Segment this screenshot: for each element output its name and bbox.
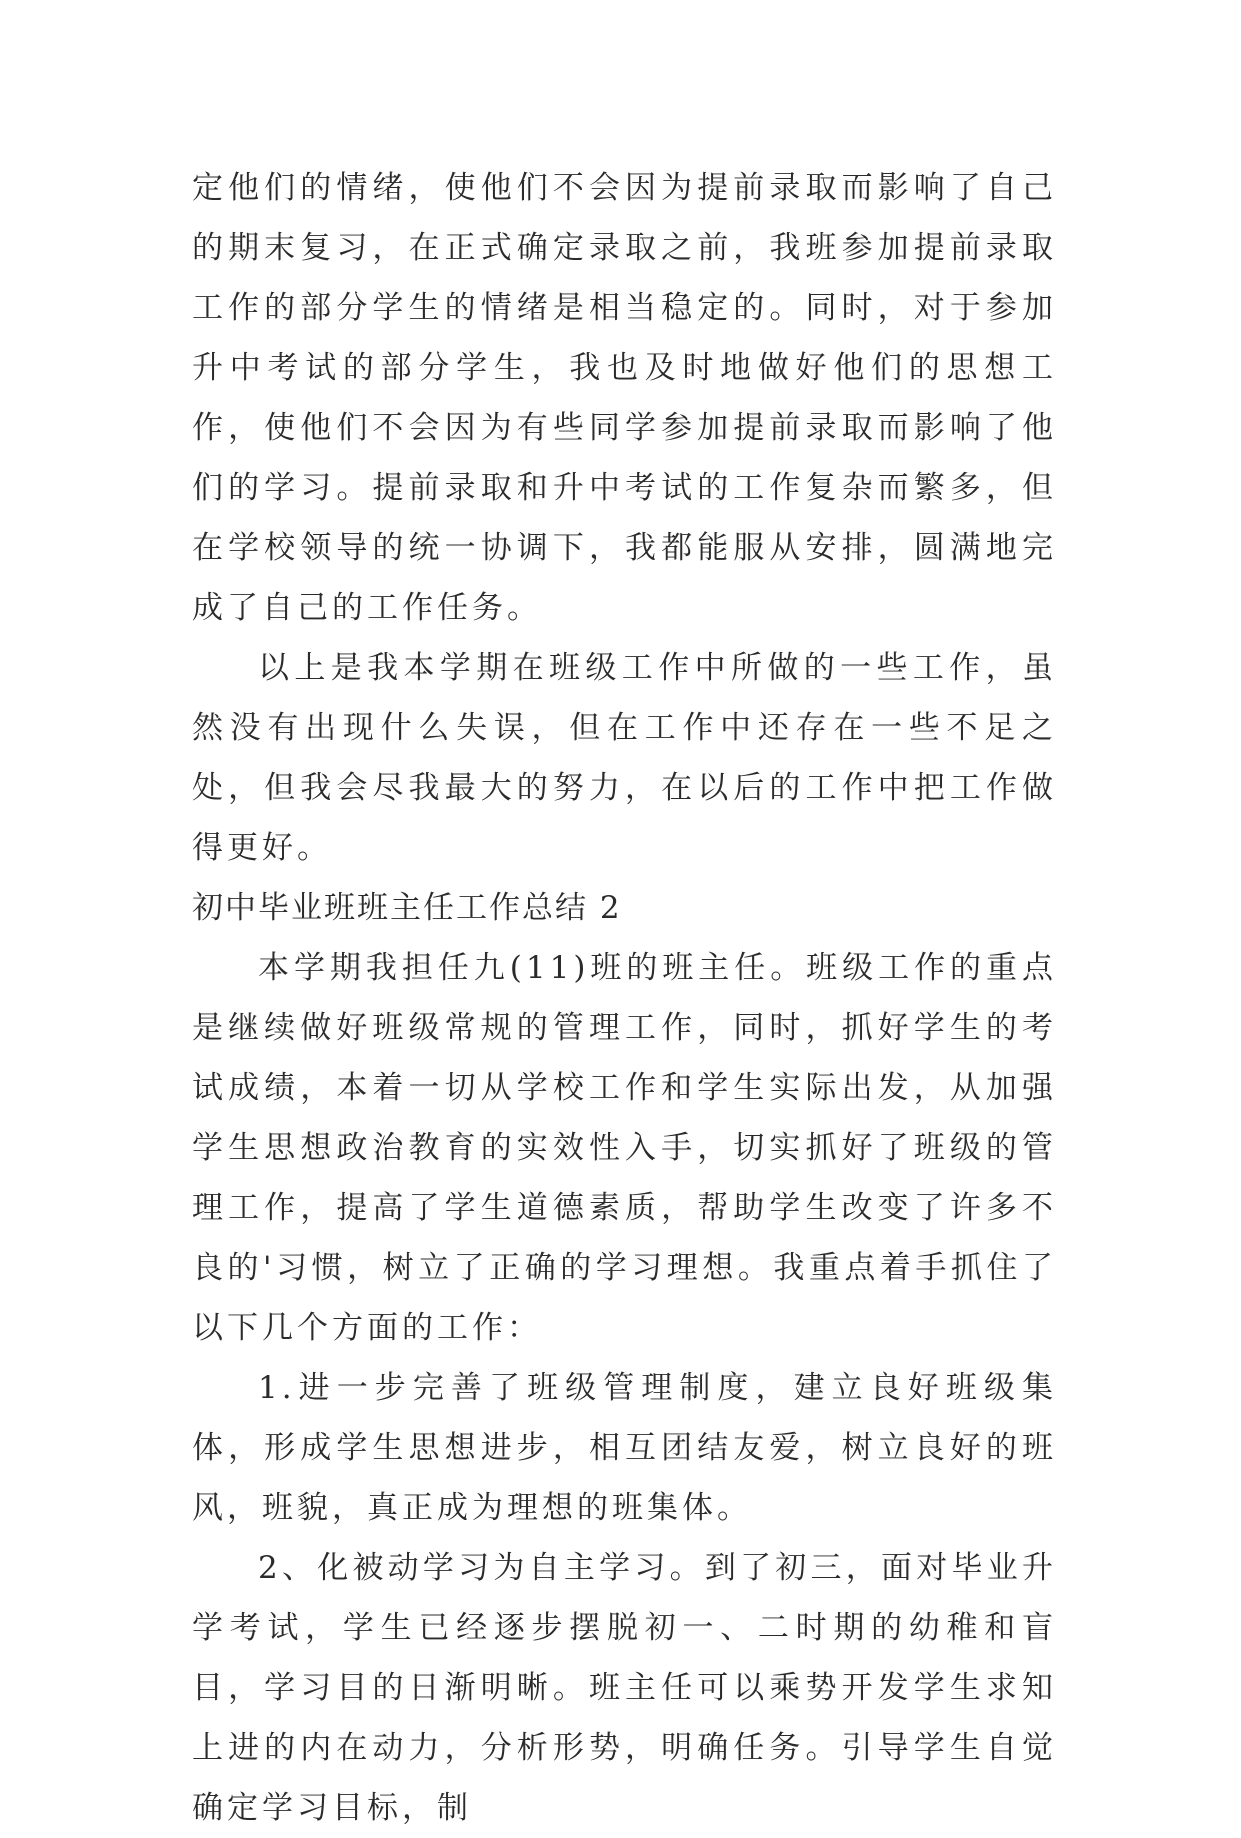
paragraph-1: 定他们的情绪，使他们不会因为提前录取而影响了自己的期末复习，在正式确定录取之前，我班参加提前录取工作的部分学生的情绪是相当稳定的。同时，对于参加升中考试的部分学生，我也及时地做好他们的思想工作，使他们不会因为有些同学参加提前录取而影响了他们的学习。提前录取和升中考试的工作复杂而繁多，但在学校领导的统一协调下，我都能服从安排，圆满地完成了自己的工作任务。 [192,170,1057,626]
paragraph-3: 本学期我担任九(11)班的班主任。班级工作的重点是继续做好班级常规的管理工作，同时，抓好学生的考试成绩，本着一切从学校工作和学生实际出发，从加强学生思想政治教育的实效性入手，切实抓好了班级的管理工作，提高了学生道德素质，帮助学生改变了许多不良的'习惯，树立了正确的学习理想。我重点着手抓住了以下几个方面的工作： [192,950,1057,1346]
paragraph-4: 1.进一步完善了班级管理制度，建立良好班级集体，形成学生思想进步，相互团结友爱，树立良好的班风，班貌，真正成为理想的班集体。 [192,1370,1057,1526]
paragraph-2: 以上是我本学期在班级工作中所做的一些工作，虽然没有出现什么失误，但在工作中还存在一些不足之处，但我会尽我最大的努力，在以后的工作中把工作做得更好。 [192,650,1057,866]
section-heading: 初中毕业班班主任工作总结 2 [192,890,622,926]
document-body [192,158,1057,1838]
paragraph-5: 2、化被动学习为自主学习。到了初三，面对毕业升学考试，学生已经逐步摆脱初一、二时期的幼稚和盲目，学习目的日渐明晰。班主任可以乘势开发学生求知上进的内在动力，分析形势，明确任务。引导学生自觉确定学习目标，制 [192,1550,1057,1826]
